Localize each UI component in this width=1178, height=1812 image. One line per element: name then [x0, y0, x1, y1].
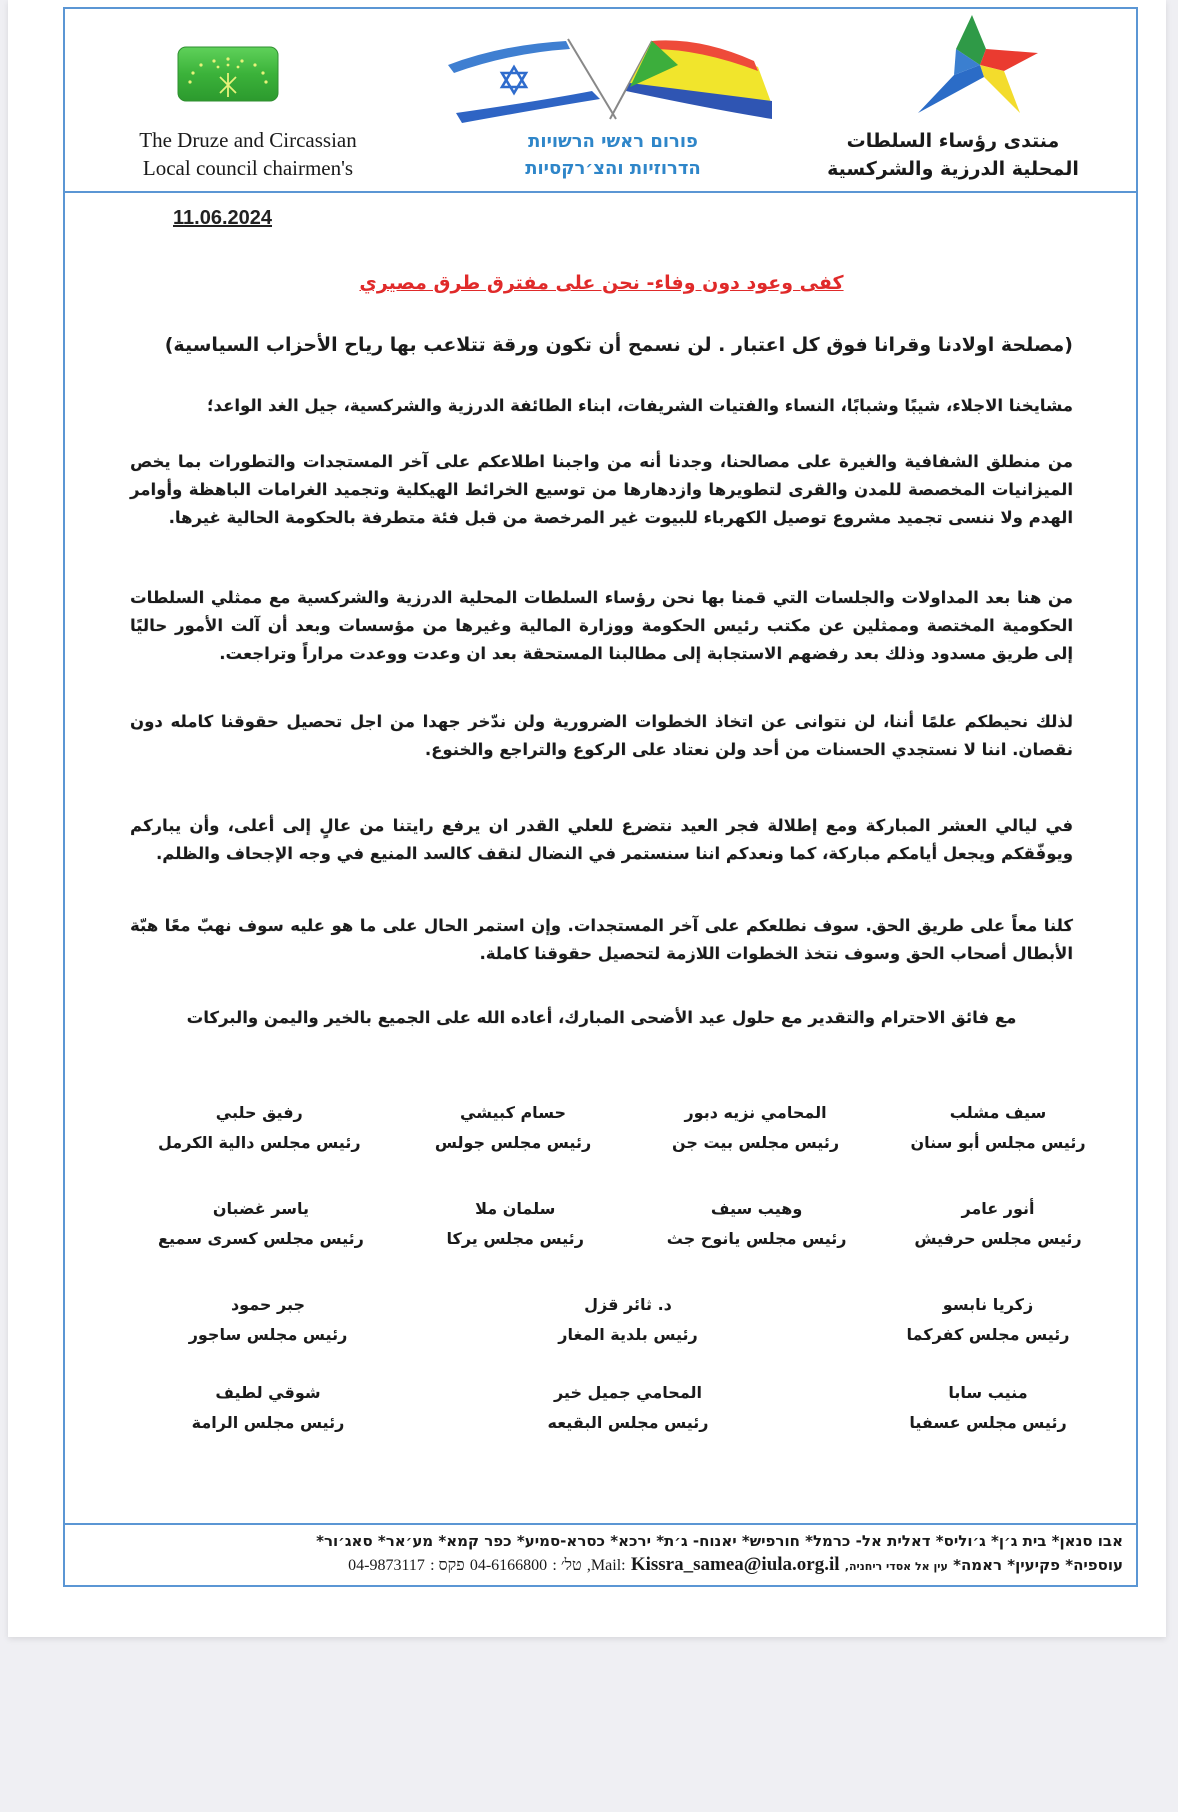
signatory-name: وهيب سيف: [710, 1199, 803, 1218]
footer-contact-line: [78, 1553, 1123, 1578]
signatory-title: رئيس مجلس عسفيا: [909, 1413, 1067, 1432]
letter-paragraph: كلنا معاً على طريق الحق. سوف نطلعكم على آخر المستجدات. وإن استمر الحال على ما هو عليه سوف نهبّ معًا هبّة الأبطال أصحاب الحق وسوف نتخذ الخطوات اللازمة لتحصيل حقوقنا كاملة.: [130, 916, 1073, 963]
signature: [423, 1098, 603, 1194]
signature: [667, 1194, 847, 1290]
signatory-title: رئيس مجلس البقيعه: [547, 1413, 709, 1432]
org-name-english: [93, 126, 403, 182]
signature: [898, 1290, 1078, 1378]
letter-subtitle: (مصلحة اولادنا وقرانا فوق كل اعتبار . لن نسمح أن تكون ورقة تتلاعب بها رياح الأحزاب السياسية): [164, 334, 1073, 356]
signatory-title: رئيس مجلس حرفيش: [914, 1229, 1082, 1248]
letterhead-footer: [78, 1530, 1123, 1578]
signatory-title: رئيس مجلس بيت جن: [671, 1133, 840, 1152]
signatory-name: سلمان ملا: [475, 1199, 556, 1218]
footer-fax-label: פקס :: [430, 1557, 465, 1574]
footer-email[interactable]: Kissra_samea@iula.org.il: [630, 1554, 840, 1575]
druze-five-color-star-icon: [908, 15, 1038, 113]
letter-page: [8, 0, 1166, 1637]
signatory-title: رئيس بلدية المغار: [558, 1325, 698, 1344]
signatory-name: سيف مشلب: [949, 1103, 1047, 1122]
org-name-arabic: [808, 127, 1098, 183]
letter-paragraph: في ليالي العشر المباركة ومع إطلالة فجر العيد نتضرع للعلي القدر ان يرفع رايتنا من عالٍ إلى أعلى، وأن يباركم ويوفّقكم ويجعل أيامكم مباركة، كما ونعدكم اننا سنستمر في النضال لنقف كالسد المنيع في وجه الإجحاف والظلم.: [130, 816, 1073, 863]
signatory-name: أنور عامر: [961, 1199, 1035, 1218]
signature: [908, 1194, 1088, 1290]
org-name-english-line: Local council chairmen's: [142, 156, 354, 180]
signatures-block: [158, 1098, 1088, 1474]
signature: [898, 1378, 1078, 1474]
signatory-name: المحامي نزيه دبور: [684, 1103, 827, 1122]
footer-divider: [63, 1523, 1138, 1525]
signatory-name: ياسر غضبان: [212, 1199, 310, 1218]
letter-date: 11.06.2024: [173, 207, 272, 229]
footer-localities-continued: עוספיה* פקיעין* ראמה*: [953, 1556, 1123, 1574]
letter-paragraph: لذلك نحيطكم علمًا أننا، لن نتوانى عن اتخاذ الخطوات الضرورية ولن ندّخر جهدا من اجل تحصيل حقوقنا كامله دون نقصان. اننا لا نستجدي الحسنات من أحد ولن نعتاد على الركوع والتراجع والخنوع.: [130, 712, 1073, 759]
signatory-name: رفيق حلبي: [215, 1103, 303, 1122]
signature-row: [158, 1378, 1088, 1474]
org-name-arabic-line: منتدى رؤساء السلطات: [846, 130, 1060, 152]
signatory-title: رئيس مجلس ساجور: [188, 1325, 348, 1344]
org-name-hebrew: [448, 128, 778, 182]
signatory-name: منيب سابا: [948, 1383, 1028, 1402]
circassian-flag-icon: [176, 45, 280, 103]
signature: [425, 1194, 605, 1290]
signatory-title: رئيس مجلس الرامة: [191, 1413, 345, 1432]
signature-row: [158, 1098, 1088, 1194]
letter-paragraph: من منطلق الشفافية والغيرة على مصالحنا، وجدنا أنه من واجبنا اطلاعكم على آخر المستجدات والتطورات بما يخص الميزانيات المخصصة للمدن والقرى لتطويرها وازدهارها من توسيع الخرائط الهيكلية وتجميد الغرامات الباهظة وأوامر الهدم ولا ننسى تجميد مشروع توصيل الكهرباء للبيوت غير المرخصة من قبل فئة متطرفة بالحكومة الحالية غيرها.: [130, 452, 1073, 527]
footer-phone-label: טל׳ :: [552, 1557, 582, 1574]
org-name-hebrew-line: הדרוזיות והצ׳רקסיות: [525, 158, 701, 179]
signature: [178, 1378, 358, 1474]
signatory-title: رئيس مجلس كفركما: [906, 1325, 1070, 1344]
footer-mail-label: ,Mail:: [586, 1557, 626, 1574]
signatory-title: رئيس مجلس جولس: [434, 1133, 592, 1152]
signature: [666, 1098, 846, 1194]
signature: [158, 1098, 361, 1194]
footer-phone: 04-6166800: [469, 1557, 548, 1574]
signatory-name: زكريا نابسو: [942, 1295, 1034, 1314]
signatory-name: حسام كبيشي: [460, 1103, 566, 1122]
footer-localities: אבו סנאן* בית ג׳ן* ג׳וליס* דאלית אל- כרמל* חורפיש* יאנוח- ג׳ת* ירכא* כסרא-סמיע* כפר קמא* מע׳אר* סאג׳ור*: [316, 1532, 1123, 1550]
signature: [908, 1098, 1088, 1194]
letter-salutation: مشايخنا الاجلاء، شيبًا وشبابًا، النساء والفتيات الشريفات، ابناء الطائفة الدرزية والشركسية، جيل الغد الواعد؛: [206, 396, 1073, 415]
org-name-arabic-line: المحلية الدرزية والشركسية: [827, 158, 1079, 180]
signatory-name: د. ثائر قزل: [584, 1295, 672, 1314]
signatory-title: رئيس مجلس يركا: [446, 1229, 584, 1248]
signatory-title: رئيس مجلس كسرى سميع: [158, 1229, 364, 1248]
signatory-title: رئيس مجلس دالية الكرمل: [158, 1133, 361, 1152]
signature: [158, 1194, 364, 1290]
letter-title: كفى وعود دون وفاء- نحن على مفترق طرق مصيري: [359, 272, 844, 294]
signatory-title: رئيس مجلس يانوح جث: [666, 1229, 847, 1248]
letter-closing: مع فائق الاحترام والتقدير مع حلول عيد الأضحى المبارك، أعاده الله على الجميع بالخير واليمن والبركات: [186, 1008, 1017, 1027]
footer-fax: 04-9873117: [348, 1557, 425, 1574]
header-divider: [63, 191, 1138, 193]
signatory-name: المحامي جميل خير: [553, 1383, 703, 1402]
signatory-name: جبر حمود: [230, 1295, 306, 1314]
signatory-name: شوقي لطيف: [215, 1383, 321, 1402]
org-name-english-line: The Druze and Circassian: [139, 128, 357, 152]
signature: [538, 1378, 718, 1474]
signature-row: [158, 1194, 1088, 1290]
signature: [178, 1290, 358, 1378]
crossed-israel-druze-flags-icon: [440, 35, 780, 125]
signatory-title: رئيس مجلس أبو سنان: [910, 1133, 1086, 1152]
org-name-hebrew-line: פורום ראשי הרשויות: [528, 131, 698, 152]
letter-paragraph: من هنا بعد المداولات والجلسات التي قمنا بها نحن رؤساء السلطات المحلية الدرزية والشركسية مع ممثلي السلطات الحكومية المختصة وممثلين عن مكتب رئيس الحكومة ووزارة المالية وغيرها من مؤسسات وبعد أن آلت الأمور حاليًا إلى طريق مسدود وذلك بعد رفضهم الاستجابة إلى مطالبنا المستحقة بعد ان وعدت ووعدت مراراً وتراجعت.: [130, 588, 1073, 663]
footer-localities-small: עין אל אסדי ריחניה,: [844, 1560, 948, 1573]
signature-row: [158, 1290, 1088, 1378]
signature: [538, 1290, 718, 1378]
